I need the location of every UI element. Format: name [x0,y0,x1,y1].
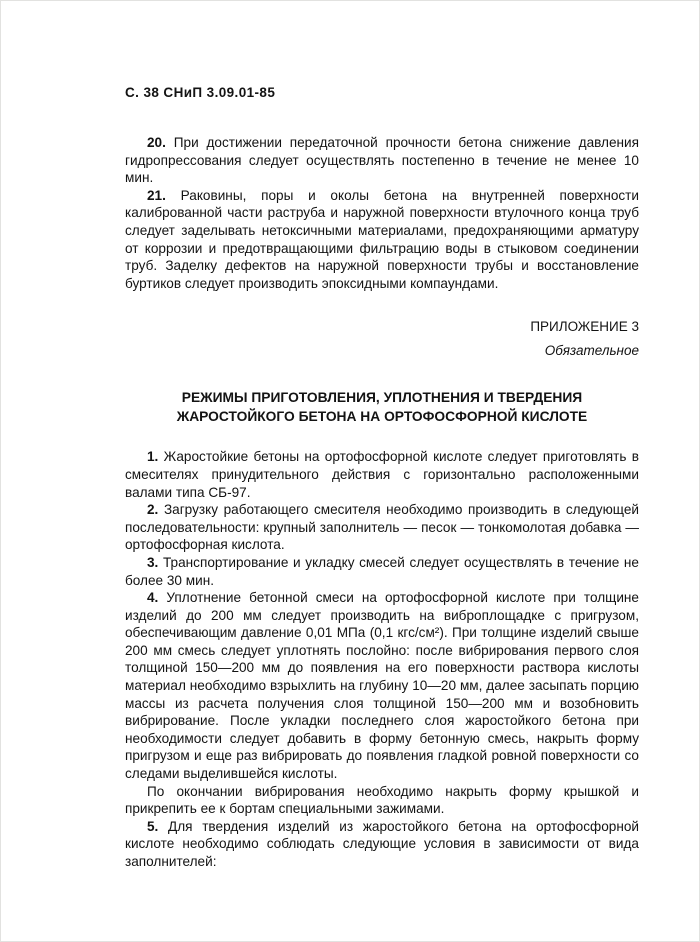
paragraph-text: Раковины, поры и околы бетона на внутренней поверхности калиброванной части раструба и наружной поверхности втулочного конца труб следует заделывать нетоксичными материалами, предохраняющими арматуру от коррозии и предотвращающими фильтрацию воды в стыковом соединении труб. Заделку дефектов на наружной поверхности трубы и восстановление буртиков следует производить эпоксидными компаундами. [125,187,639,291]
appendix-title-line1: РЕЖИМЫ ПРИГОТОВЛЕНИЯ, УПЛОТНЕНИЯ И ТВЕРДЕНИЯ [181,390,583,406]
appendix-label: ПРИЛОЖЕНИЕ 3 [530,319,639,335]
paragraph-text: Уплотнение бетонной смеси на ортофосфорной кислоте при толщине изделий до 200 мм следует производить на виброплощадке с пригрузом, обеспечивающим давление 0,01 МПа (0,1 кгс/см²). При толщине изделий свыше 200 мм смесь следует уплотнять послойно: после вибрирования первого слоя толщиной 150—200 мм до появления на его поверхности раствора кислоты материал необходимо взрыхлить на глубину 10—20 мм, далее засыпать порцию массы из расчета получения слоя толщиной 150—200 мм и возобновить вибрирование. После укладки последнего слоя жаростойкого бетона при необходимости следует добавить в форму бетонную смесь, накрыть форму пригрузом и еще раз вибрировать до появления гладкой ровной поверхности со следами выделившейся кислоты. [125,590,639,782]
paragraph-number: 20. [147,135,166,150]
appendix-title [125,388,639,426]
paragraph-20 [125,134,639,187]
paragraph-text: Транспортирование и укладку смесей следует осуществлять в течение не более 30 мин. [125,554,639,588]
appendix-type: Обязательное [544,343,639,359]
paragraph-number: 1. [147,449,159,465]
paragraph-number: 5. [147,818,159,834]
running-header: С. 38 СНиП 3.09.01-85 [125,85,276,100]
paragraph-4-continued [125,783,639,818]
paragraph-number: 4. [147,590,159,606]
paragraph-text: Загрузку работающего смесителя необходимо производить в следующей последовательности: крупный заполнитель — песок — тонкомолотая добавка — ортофосфорная кислота. [125,502,639,553]
paragraph-number: 3. [147,554,159,570]
paragraph-5 [125,818,639,871]
paragraph-1 [125,448,639,501]
paragraph-21 [125,187,639,293]
paragraph-text: Для твердения изделий из жаростойкого бетона на ортофосфорной кислоте необходимо соблюдать следующие условия в зависимости от вида заполнителей: [125,818,640,869]
paragraph-text: Жаростойкие бетоны на ортофосфорной кислоте следует приготовлять в смесителях принудительного действия с горизонтально расположенными валами типа СБ-97. [125,449,639,500]
paragraph-4 [125,589,639,783]
paragraph-number: 2. [147,502,159,518]
paragraph-number: 21. [147,187,166,203]
paragraph-text: По окончании вибрирования необходимо накрыть форму крышкой и прикрепить ее к бортам специальными зажимами. [125,783,639,817]
paragraph-2 [125,501,639,554]
paragraph-3 [125,554,639,589]
appendix-title-line2: ЖАРОСТОЙКОГО БЕТОНА НА ОРТОФОСФОРНОЙ КИСЛОТЕ [176,409,588,425]
paragraph-text: При достижении передаточной прочности бетона снижение давления гидропрессования следует осуществлять постепенно в течение не менее 10 мин. [125,135,640,186]
